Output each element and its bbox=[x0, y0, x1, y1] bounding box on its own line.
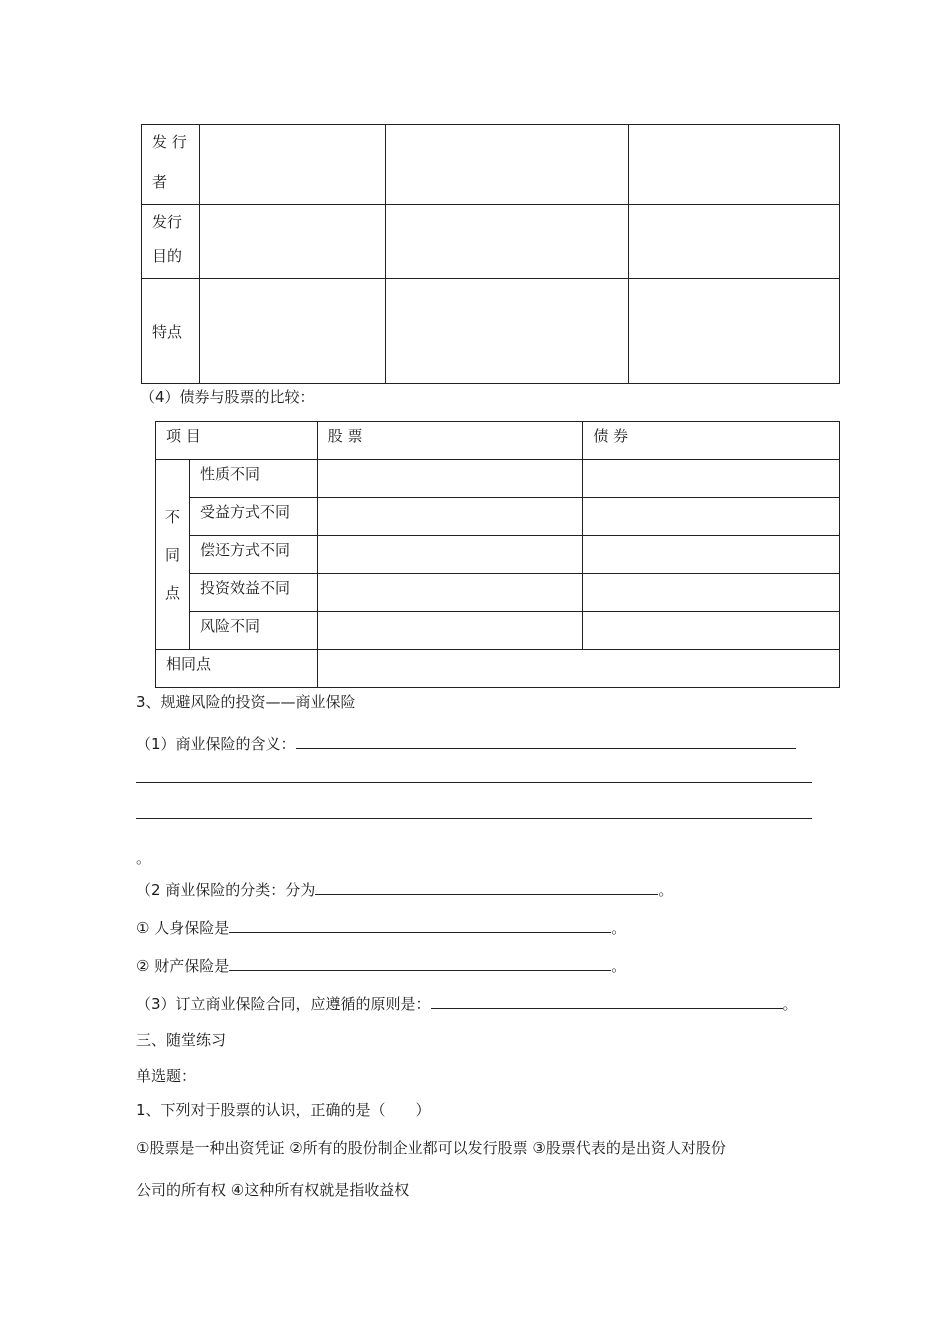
q1-blank[interactable] bbox=[296, 734, 796, 749]
table-cell[interactable] bbox=[199, 125, 385, 205]
table-row bbox=[156, 460, 840, 498]
personal-label: ① 人身保险是 bbox=[136, 919, 230, 937]
q3-end: 。 bbox=[782, 995, 798, 1013]
q2-label: （2 商业保险的分类：分为 bbox=[136, 881, 316, 899]
q2-end: 。 bbox=[658, 881, 674, 899]
q3-blank[interactable] bbox=[431, 994, 783, 1009]
header-stock: 股 票 bbox=[317, 422, 583, 460]
row-label: 风险不同 bbox=[189, 612, 317, 650]
table-cell[interactable] bbox=[385, 279, 629, 384]
row-label-same: 相同点 bbox=[156, 650, 318, 688]
header-item: 项 目 bbox=[156, 422, 318, 460]
q2-blank[interactable] bbox=[315, 880, 658, 895]
table-cell[interactable] bbox=[583, 536, 840, 574]
header-bond: 债 券 bbox=[583, 422, 840, 460]
table-cell[interactable] bbox=[583, 498, 840, 536]
diff-char: 点 bbox=[164, 583, 180, 602]
property-blank[interactable] bbox=[229, 956, 611, 971]
personal-insurance-line bbox=[136, 918, 626, 938]
table-cell[interactable] bbox=[317, 498, 583, 536]
row-header-features bbox=[142, 279, 200, 384]
table-row bbox=[156, 498, 840, 536]
table-cell[interactable] bbox=[199, 279, 385, 384]
answer-line[interactable] bbox=[136, 818, 812, 819]
table-cell[interactable] bbox=[317, 574, 583, 612]
table-row bbox=[142, 125, 840, 205]
table-cell[interactable] bbox=[629, 205, 840, 279]
table-cell[interactable] bbox=[629, 125, 840, 205]
row-label: 性质不同 bbox=[189, 460, 317, 498]
table-cell[interactable] bbox=[199, 205, 385, 279]
diff-char: 不 bbox=[164, 507, 180, 526]
question-1-options-line1: ①股票是一种出资凭证 ②所有的股份制企业都可以发行股票 ③股票代表的是出资人对股份 bbox=[136, 1139, 726, 1157]
answer-line[interactable] bbox=[136, 782, 812, 783]
table-cell[interactable] bbox=[317, 536, 583, 574]
row-header-issuer bbox=[142, 125, 200, 205]
differences-label bbox=[156, 460, 190, 650]
row-label-cont: 者 bbox=[152, 173, 168, 191]
table-cell[interactable] bbox=[583, 460, 840, 498]
table-row bbox=[142, 279, 840, 384]
row-label: 偿还方式不同 bbox=[189, 536, 317, 574]
row-header-purpose bbox=[142, 205, 200, 279]
row-label: 投资效益不同 bbox=[189, 574, 317, 612]
table-cell[interactable] bbox=[583, 612, 840, 650]
bond-stock-table bbox=[155, 421, 840, 688]
table-cell[interactable] bbox=[629, 279, 840, 384]
q1-end: 。 bbox=[136, 849, 152, 867]
personal-end: 。 bbox=[611, 919, 627, 937]
q3-line bbox=[136, 994, 798, 1014]
property-insurance-line bbox=[136, 956, 626, 976]
question-1-options-line2: 公司的所有权 ④这种所有权就是指收益权 bbox=[136, 1181, 410, 1199]
table-row bbox=[156, 612, 840, 650]
question-1: 1、下列对于股票的认识，正确的是（ ） bbox=[136, 1101, 431, 1119]
practice-title: 三、随堂练习 bbox=[136, 1031, 227, 1049]
table-row bbox=[156, 650, 840, 688]
property-label: ② 财产保险是 bbox=[136, 957, 230, 975]
question-type: 单选题： bbox=[136, 1067, 197, 1085]
issuer-comparison-table bbox=[141, 124, 840, 384]
row-label: 特点 bbox=[152, 322, 183, 341]
table-cell[interactable] bbox=[317, 460, 583, 498]
table-header-row bbox=[156, 422, 840, 460]
section-title-insurance: 3、规避风险的投资——商业保险 bbox=[136, 693, 356, 711]
q3-label: （3）订立商业保险合同，应遵循的原则是： bbox=[136, 995, 431, 1013]
table-cell[interactable] bbox=[385, 125, 629, 205]
table-row bbox=[156, 536, 840, 574]
caption-bond-stock: （4）债券与股票的比较： bbox=[140, 388, 315, 406]
diff-char: 同 bbox=[164, 545, 180, 564]
table-cell[interactable] bbox=[583, 574, 840, 612]
q2-line bbox=[136, 880, 673, 900]
property-end: 。 bbox=[611, 957, 627, 975]
table-row bbox=[142, 205, 840, 279]
row-label-cont: 目的 bbox=[152, 247, 183, 265]
table-row bbox=[156, 574, 840, 612]
personal-blank[interactable] bbox=[229, 918, 611, 933]
row-label: 发 行 bbox=[152, 133, 187, 151]
q1-label: （1）商业保险的含义： bbox=[136, 735, 296, 753]
row-label: 受益方式不同 bbox=[189, 498, 317, 536]
row-label: 发行 bbox=[152, 213, 183, 231]
table-cell[interactable] bbox=[317, 650, 839, 688]
table-cell[interactable] bbox=[385, 205, 629, 279]
q1-line bbox=[136, 734, 796, 754]
table-cell[interactable] bbox=[317, 612, 583, 650]
